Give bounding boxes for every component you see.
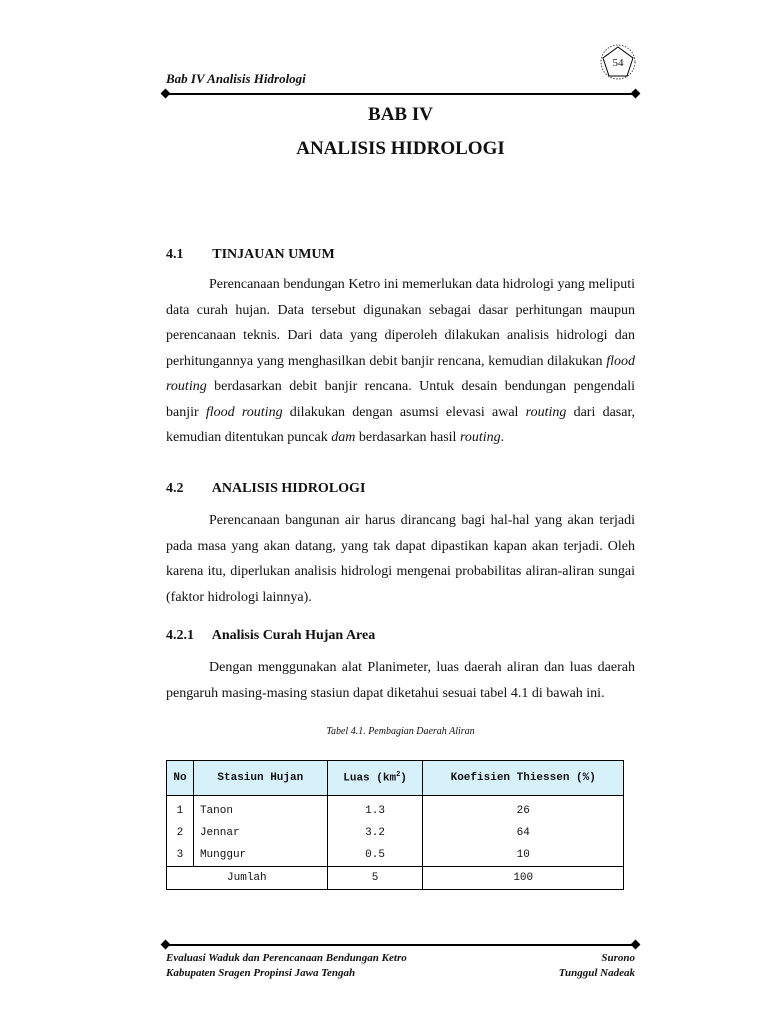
footer-right-line-2: Tunggul Nadeak	[558, 967, 635, 979]
paragraph-curah-hujan: Dengan menggunakan alat Planimeter, luas daerah aliran dan luas daerah pengaruh masing-masing stasiun dapat diketahui sesuai tabel 4.1 di bawah ini.	[166, 660, 635, 701]
italic-term: flood routing	[166, 353, 636, 394]
table-header-row	[167, 761, 624, 796]
footer-right-line-1: Surono	[601, 952, 635, 964]
header-coef: Koefisien Thiessen (%)	[423, 761, 624, 796]
italic-term: flood routing	[205, 404, 283, 420]
table-row: 2 Jennar 3.2 64	[167, 822, 624, 844]
section-number: 4.1	[166, 247, 184, 262]
footer-rule	[166, 944, 635, 946]
footer-left-line-1: Evaluasi Waduk dan Perencanaan Bendungan Ketro	[166, 952, 407, 964]
table-caption: Tabel 4.1. Pembagian Daerah Aliran	[326, 726, 475, 737]
running-header: Bab IV Analisis Hidrologi	[166, 71, 306, 86]
data-table	[166, 760, 624, 890]
table-row: 1 Tanon 1.3 26	[167, 796, 624, 823]
italic-term: routing	[525, 404, 567, 420]
table-row: 3 Munggur 0.5 10	[167, 844, 624, 867]
footer-left-line-2: Kabupaten Sragen Propinsi Jawa Tengah	[166, 967, 356, 979]
page-number: 54	[612, 57, 624, 69]
chapter-title: ANALISIS HIDROLOGI	[296, 138, 505, 159]
section-title: Analisis Curah Hujan Area	[211, 628, 376, 643]
section-heading-4-1	[166, 247, 335, 263]
italic-term: routing	[459, 430, 501, 445]
section-number: 4.2	[166, 481, 184, 496]
paragraph-tinjauan-umum: Perencanaan bendungan Ketro ini memerlukan data hidrologi yang meliputi data curah hujan. Data tersebut digunakan sebagai dasar perhitungan maupun perencanaan teknis. Dari data yang diperoleh dilakukan analisis hidrologi dan perhitungannya yang menghasilkan debit banjir rencana, kemudian dilakukan flood routing berdasarkan debit banjir rencana. Untuk desain bendungan pengendali banjir flood routing dilakukan dengan asumsi elevasi awal routing dari dasar, kemudian ditentukan puncak dam berdasarkan hasil routing.	[166, 277, 636, 445]
italic-term: dam	[331, 430, 356, 445]
section-heading-4-2-1	[166, 628, 375, 644]
section-number: 4.2.1	[166, 628, 194, 643]
chapter-label: BAB IV	[368, 104, 433, 125]
table-total-row: Jumlah 5 100	[167, 867, 624, 890]
header-rule	[166, 93, 635, 95]
paragraph-analisis-hidrologi: Perencanaan bangunan air harus dirancang bagi hal-hal yang akan terjadi pada masa yang akan datang, yang tak dapat dipastikan kapan akan terjadi. Oleh karena itu, diperlukan analisis hidrologi mengenai probabilitas aliran-aliran sungai (faktor hidrologi lainnya).	[166, 513, 635, 605]
header-station: Stasiun Hujan	[193, 761, 327, 796]
section-title: ANALISIS HIDROLOGI	[211, 481, 366, 496]
header-no: No	[167, 761, 194, 796]
header-area: Luas $(km^2)$	[327, 761, 423, 796]
section-heading-4-2	[166, 481, 365, 497]
section-title: TINJAUAN UMUM	[212, 247, 335, 262]
